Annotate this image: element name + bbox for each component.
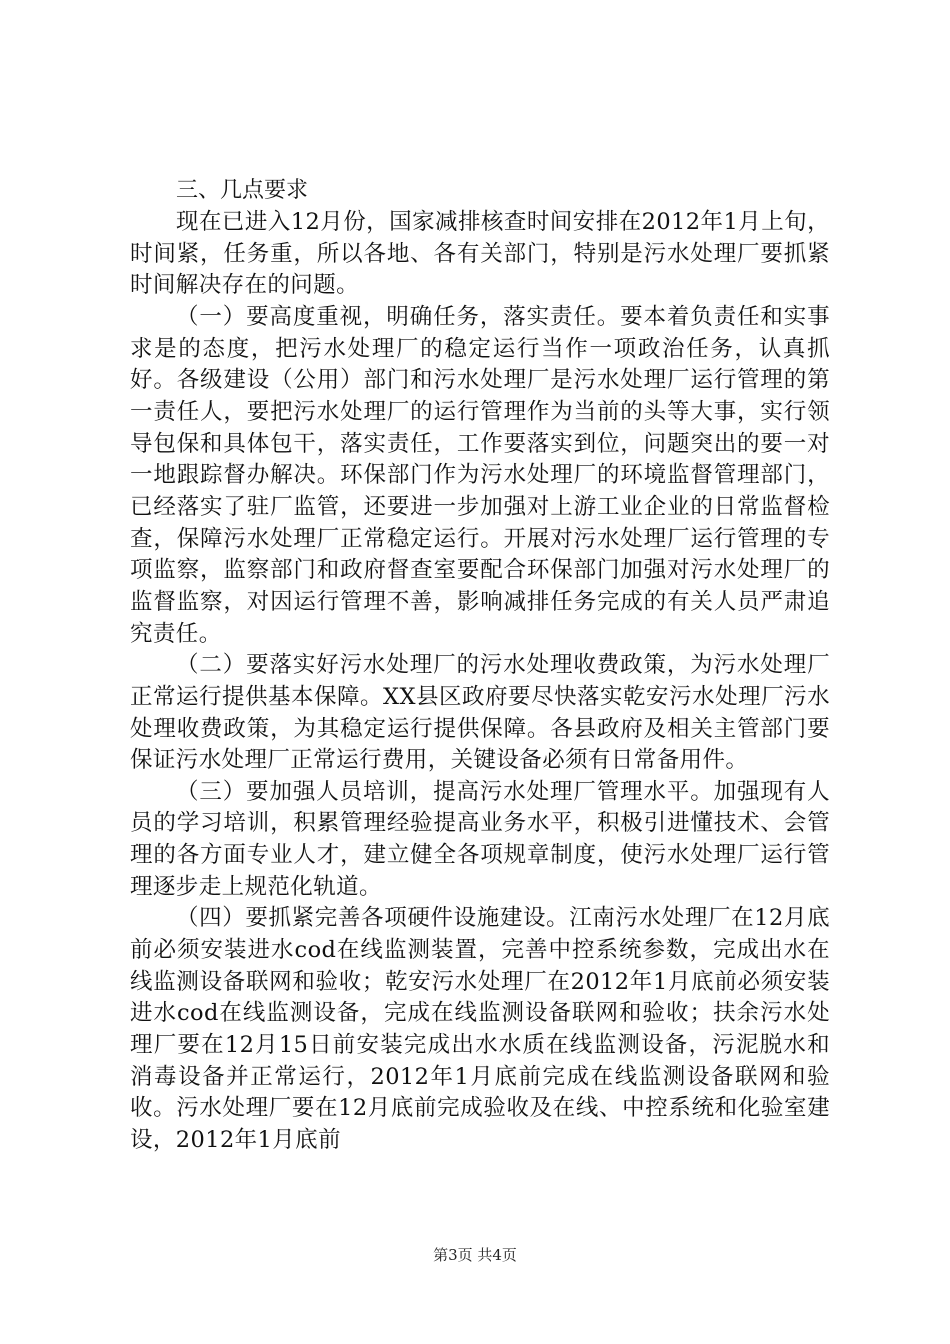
- page-number-footer: 第3页 共4页: [433, 1246, 517, 1264]
- paragraph-item-1: （一）要高度重视，明确任务，落实责任。要本着负责任和实事求是的态度，把污水处理厂的稳定运行当作一项政治任务，认真抓好。各级建设（公用）部门和污水处理厂是污水处理厂运行管理的第一责任人，要把污水处理厂的运行管理作为当前的头等大事，实行领导包保和具体包干，落实责任，工作要落实到位，问题突出的要一对一地跟踪督办解决。环保部门作为污水处理厂的环境监督管理部门，已经落实了驻厂监管，还要进一步加强对上游工业企业的日常监督检查，保障污水处理厂正常稳定运行。开展对污水处理厂运行管理的专项监察，监察部门和政府督查室要配合环保部门加强对污水处理厂的监督监察，对因运行管理不善，影响减排任务完成的有关人员严肃追究责任。: [130, 303, 830, 647]
- paragraph-intro: 现在已进入12月份，国家减排核查时间安排在2012年1月上旬，时间紧，任务重，所以各地、各有关部门，特别是污水处理厂要抓紧时间解决存在的问题。: [130, 209, 830, 299]
- document-body: [130, 207, 830, 1157]
- paragraph-item-2: （二）要落实好污水处理厂的污水处理收费政策，为污水处理厂正常运行提供基本保障。XX县区政府要尽快落实乾安污水处理厂污水处理收费政策，为其稳定运行提供保障。各县政府及相关主管部门要保证污水处理厂正常运行费用，关键设备必须有日常备用件。: [130, 652, 830, 774]
- section-heading: 三、几点要求: [176, 178, 309, 203]
- paragraph-item-3: （三）要加强人员培训，提高污水处理厂管理水平。加强现有人员的学习培训，积累管理经验提高业务水平，积极引进懂技术、会管理的各方面专业人才，建立健全各项规章制度，使污水处理厂运行管理逐步走上规范化轨道。: [130, 778, 830, 900]
- paragraph-item-4: （四）要抓紧完善各项硬件设施建设。江南污水处理厂在12月底前必须安装进水cod在线监测装置，完善中控系统参数，完成出水在线监测设备联网和验收；乾安污水处理厂在2012年1月底前必须安装进水cod在线监测设备，完成在线监测设备联网和验收；扶余污水处理厂要在12月15日前安装完成出水水质在线监测设备，污泥脱水和消毒设备并正常运行，2012年1月底前完成在线监测设备联网和验收。污水处理厂要在12月底前完成验收及在线、中控系统和化验室建设，2012年1月底前: [130, 905, 830, 1154]
